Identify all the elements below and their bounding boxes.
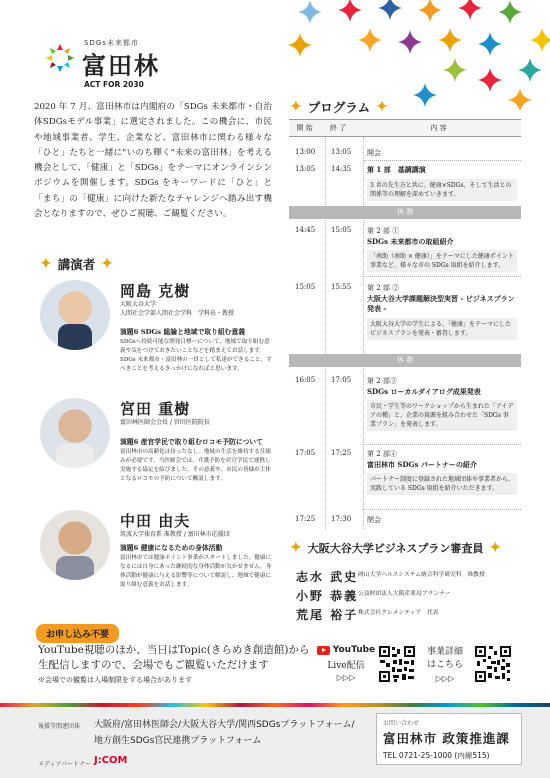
contact-box: [376, 713, 522, 765]
speaker-photo: [40, 398, 110, 468]
judge-name: 荒尾 裕子: [296, 608, 359, 622]
detail-info[interactable]: [420, 646, 470, 685]
row-subtitle: 大阪大谷大学課題解決型実習 - ビジネスプラン発表 -: [367, 293, 515, 313]
detail-qr-code[interactable]: [474, 645, 512, 683]
youtube-label: YouTube: [332, 645, 376, 655]
star-icon: ✦: [489, 540, 502, 556]
no-application-badge: お申し込み不要: [36, 624, 119, 643]
judges-title: 大阪大谷大学ビジネスプラン審査員: [307, 542, 484, 555]
media-label: メディアパートナー: [38, 761, 92, 768]
program-title: プログラム: [307, 100, 371, 115]
row-start: 13:05: [295, 165, 316, 173]
venue-note: ※会場での観覧は入場制限をする場合があります: [38, 676, 192, 684]
contact-dept: 富田林市 政策推進課: [383, 731, 510, 746]
program-header-row: [289, 119, 521, 137]
judge-name: 小野 恭義: [296, 589, 359, 603]
speaker-name: 中田 由夫: [120, 512, 191, 530]
speaker-name: 宮田 重樹: [120, 400, 191, 418]
speaker-card: [40, 510, 272, 610]
header-start: 開 始: [296, 124, 313, 132]
row-title: 第 2 部④: [367, 450, 397, 458]
row-subtitle: SDGs 未来都市の取組紹介: [367, 236, 454, 246]
speaker-description: SDGsへ持続可能な開発目標ーについて、地域で取り組む意義や気をつけておきたいことなどを踏まえてお話します。SDGs 未来都市・富田林の一員として私達ができること、すべきことを考えるきっかけになればと思います。: [120, 339, 272, 372]
media-partner-logo: J:COM: [94, 755, 128, 766]
speaker-topic: 演題6 産官学民で取り組むロコモ予防について: [120, 438, 263, 446]
program-table: [289, 119, 521, 529]
row-note: 3 名の先生方と共に、健康×SDGs、そして生活との関係等の理解を深めていきます。: [367, 179, 517, 201]
speaker-description: 富田林市では健康ポイント事業がスタートしました。健康になるには自身にあった継続的な身体活動が欠かせません。身体活動が健康に与える影響等について解説し、地域で健康に取り組む意義をお話します。: [120, 555, 272, 588]
row-title: 第 2 部 ②: [367, 284, 400, 292]
footer: [0, 703, 550, 778]
row-subtitle: 富田林市 SDGs パートナーの紹介: [367, 459, 477, 469]
row-end: 14:35: [331, 165, 352, 173]
star-icon: ✦: [40, 256, 52, 272]
row-start: 15:05: [295, 283, 316, 291]
row-note: 大阪大谷大学の学生による、「健康」をテーマにしたビジネスプランを発表・審査します。: [367, 318, 517, 340]
detail-line-1: 事業詳細: [426, 647, 463, 657]
row-start: 17:05: [295, 449, 316, 457]
row-end: 15:55: [331, 283, 352, 291]
speaker-photo: [40, 280, 110, 350]
row-body: [367, 226, 517, 272]
brand-logo: [44, 34, 164, 94]
live-label: Live配信: [327, 661, 365, 671]
contact-label: お問い合わせ: [383, 720, 420, 727]
judge-entry: [296, 566, 485, 585]
row-start: 17:25: [295, 515, 316, 523]
row-body: [367, 283, 517, 340]
row-title: 第 1 部 基調講演: [367, 165, 426, 174]
break-bar: 休 憩: [289, 206, 521, 219]
arrow-icon: ▷▷▷: [435, 674, 455, 683]
detail-line-2: はこちら: [426, 660, 463, 670]
row-end: 17:25: [331, 449, 352, 457]
star-icon: ✦: [101, 256, 113, 272]
speaker-affiliation: 富田林医師会会長 / 宮田医院院長: [120, 419, 210, 426]
speakers-heading: [40, 255, 113, 273]
support-label: 後援等関連団体: [38, 723, 81, 730]
row-note: パートナー制度に登録された地域団体や事業者から、実践している SDGs 取組を紹介いただきます。: [367, 473, 517, 495]
row-title: 第 2 部 ①: [367, 227, 400, 235]
row-body: [367, 376, 517, 431]
judge-affiliation: 岡山大学ヘルスシステム統合科学研究科 准教授: [358, 572, 485, 578]
judge-name: 志水 武史: [296, 570, 359, 584]
judges-heading: [290, 540, 501, 556]
row-subtitle: SDGs ローカルダイアログ成果発表: [367, 386, 481, 396]
row-end: 13:05: [331, 148, 352, 156]
row-note: 「南助（南助 × 健康）」をテーマにした健康ポイント事業など、様々な市の SDGs 取組を紹介します。: [367, 250, 517, 272]
judge-entry: [296, 585, 451, 604]
star-icon: ✦: [376, 99, 388, 115]
row-body: [367, 449, 517, 495]
header-pattern: [280, 0, 550, 110]
viewing-line-2: 生配信しますので、会場でもご観覧いただけます: [38, 658, 269, 671]
speaker-affiliation: 筑波大学体育系 准教授 / 富田林市応援団: [120, 531, 230, 538]
star-icon: ✦: [290, 540, 302, 556]
brand-small: SDGs未来都市: [84, 39, 139, 47]
row-start: 14:45: [295, 226, 316, 234]
support-orgs: [94, 717, 355, 749]
youtube-play-icon: [317, 646, 330, 655]
judge-affiliation: 公益財団法人大阪産業局ブランナー: [358, 591, 451, 597]
row-note: 市民・学生等のワークショップから生まれた「アイデアの種」と、企業の資源を組み合わせた「SDGs 事業プラン」を発表します。: [367, 400, 517, 431]
header-content: 内 容: [430, 124, 447, 132]
youtube-qr-code[interactable]: [378, 645, 416, 683]
contact-tel: TEL 0721-25-1000 (内線515): [383, 751, 490, 760]
speaker-card: [40, 280, 272, 390]
orgs-line-2: 地方創生SDGs官民連携プラットフォーム: [94, 736, 262, 746]
speaker-topic: 演題6 SDGs 総論と地域で取り組む意義: [120, 328, 246, 336]
diamond-pattern-icon: [280, 0, 550, 110]
row-start: 13:00: [295, 148, 316, 156]
arrow-icon: ▷▷▷: [336, 673, 356, 682]
break-bar: 休 憩: [289, 354, 521, 367]
viewing-info: [38, 643, 338, 672]
speaker-description: 富田林市の高齢化は待ったなし。地域の生活を維持する仕組みが必要です。当医師会では、介護予防を産官学民で連携し実施する協定を結びました。その意義や、市民の皆様が主体となるロコモの予防について概説します。: [120, 449, 272, 482]
speaker-card: [40, 398, 272, 503]
header-end: 終 了: [329, 124, 347, 132]
speaker-photo: [40, 510, 110, 580]
sdgs-color-strip: [0, 703, 550, 707]
brand-act: ACT FOR 2030: [84, 80, 144, 89]
orgs-line-1: 大阪府/富田林医師会/大阪大谷大学/関西SDGsプラットフォーム/: [94, 720, 355, 730]
row-title: 開会: [367, 149, 381, 157]
intro-text: 2020 年 7 月、富田林市は内閣府の「SDGs 未来都市・自治体SDGsモデル事業」に選定されました。この機会に、市民や地域事業者、学生、企業など、富田林市に関わる様々な「ひと」たちと一緒に"いのち輝く"未来の富田林」を考える機会として、「健康」と「SDGs」をテーマにオンラインシンポジウムを開催します。SDGs をキーワードに「ひと」と「まち」の「健康」に向けた新たなチャレンジへ踏み出す機会となりますので、ぜひご視聴、ご観覧ください。: [34, 102, 272, 220]
brand-name: 富田林: [82, 52, 160, 80]
star-icon: ✦: [290, 99, 302, 115]
sdgs-wheel-icon: [44, 42, 76, 74]
youtube-block[interactable]: [316, 645, 376, 682]
row-title: 第 2 部③: [367, 377, 397, 385]
program-heading: [290, 98, 388, 116]
speaker-name: 岡島 克樹: [120, 282, 191, 300]
judge-affiliation: 株式会社クレメンティア 代表: [358, 610, 439, 616]
judge-entry: [296, 604, 439, 623]
speakers-title: 講演者: [57, 257, 96, 272]
row-title: 閉会: [367, 516, 381, 524]
viewing-line-1: YouTube視聴のほか、当日はTopic(きらめき創造館)から: [38, 644, 310, 656]
row-end: 17:05: [331, 376, 352, 384]
row-end: 17:30: [331, 515, 352, 523]
row-start: 16:05: [295, 376, 316, 384]
speaker-affiliation: 大阪大谷大学 人間社会学部人間社会学科 学科長・教授: [120, 301, 235, 317]
row-end: 15:05: [331, 226, 352, 234]
speaker-topic: 演題6 健康になるための身体活動: [120, 544, 223, 552]
row-body: [367, 165, 517, 201]
